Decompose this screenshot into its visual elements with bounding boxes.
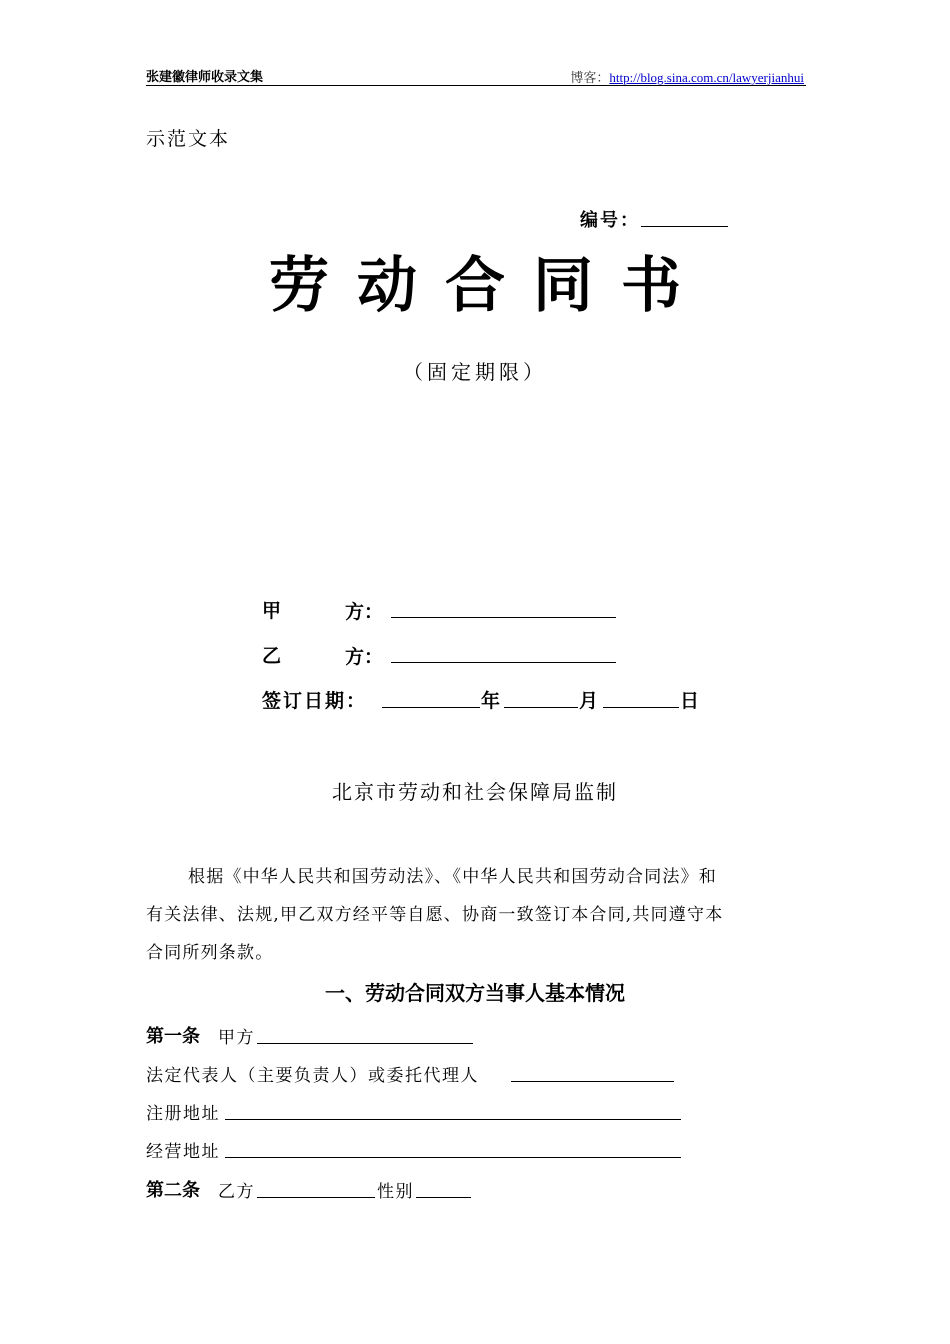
- month-blank: [504, 707, 578, 708]
- article-2-label: 第二条: [146, 1180, 200, 1201]
- year-blank: [382, 707, 480, 708]
- preamble-line-3: 合同所列条款。: [146, 943, 274, 963]
- preamble-line-2: 有关法律、法规,甲乙双方经平等自愿、协商一致签订本合同,共同遵守本: [146, 905, 724, 925]
- article-1-party-a-blank: [257, 1043, 473, 1044]
- sample-label: 示范文本: [146, 128, 231, 150]
- gender-blank: [416, 1197, 471, 1198]
- year-label: 年: [481, 690, 501, 712]
- header-blog-prefix: 博客：: [570, 70, 610, 85]
- header-blog: [570, 67, 804, 86]
- serial-number-label: 编号：: [580, 210, 640, 231]
- preamble-line-1: 根据《中华人民共和国劳动法》、《中华人民共和国劳动合同法》和: [188, 867, 717, 887]
- article-1-party-a-label: 甲方: [218, 1028, 255, 1048]
- document-subtitle: （固定期限）: [403, 360, 547, 384]
- reg-address-label: 注册地址: [146, 1104, 220, 1124]
- header-rule: [146, 85, 806, 86]
- gender-label: 性别: [377, 1182, 414, 1202]
- preamble-paragraph: [146, 858, 806, 972]
- party-b-blank: [391, 662, 616, 663]
- header-blog-link[interactable]: http://blog.sina.com.cn/lawyerjianhui: [609, 70, 804, 85]
- reg-address-blank: [225, 1119, 681, 1120]
- legal-rep-blank: [511, 1081, 674, 1082]
- section-heading: 一、劳动合同双方当事人基本情况: [325, 981, 625, 1005]
- party-b-colon: 方：: [345, 646, 384, 668]
- article-2-party-b-label: 乙方: [218, 1182, 255, 1202]
- party-a-colon: 方：: [345, 601, 384, 623]
- biz-address-blank: [225, 1157, 681, 1158]
- biz-address-label: 经营地址: [146, 1142, 220, 1162]
- header-collection-title: 张建徽律师收录文集: [146, 70, 264, 85]
- signing-date-label: 签订日期：: [262, 690, 368, 712]
- article-2-party-b-blank: [257, 1197, 375, 1198]
- day-blank: [603, 707, 679, 708]
- legal-rep-label: 法定代表人（主要负责人）或委托代理人: [146, 1066, 479, 1086]
- party-b-label: 乙: [262, 645, 282, 667]
- party-a-blank: [391, 617, 616, 618]
- serial-number-blank: [641, 226, 728, 227]
- document-title: 劳动合同书: [269, 251, 709, 321]
- supervisor-note: 北京市劳动和社会保障局监制: [332, 780, 618, 804]
- article-1-label: 第一条: [146, 1026, 200, 1047]
- month-label: 月: [579, 690, 599, 712]
- day-label: 日: [680, 690, 700, 712]
- party-a-label: 甲: [262, 600, 282, 622]
